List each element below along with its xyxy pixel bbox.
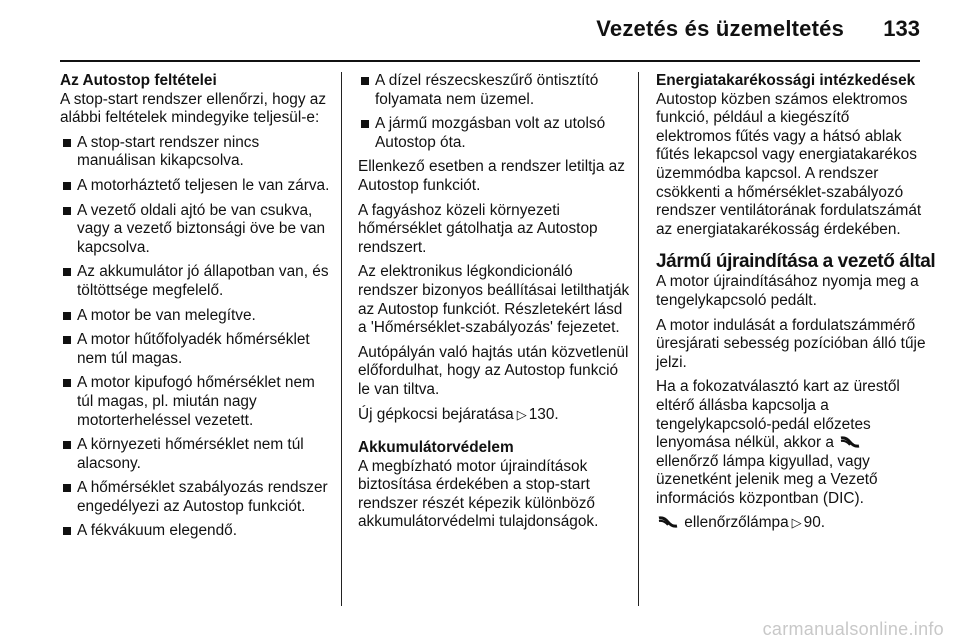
conditions-list-continued: [358, 72, 630, 152]
list-item: A motorháztető teljesen le van zárva.: [60, 177, 332, 196]
bullet-square-icon: [63, 268, 71, 276]
column-2: [358, 72, 630, 532]
autostop-lamp-icon: [840, 436, 860, 448]
paragraph: A motor újraindításához nyomja meg a tengelykapcsoló pedált.: [656, 273, 919, 309]
list-item: A motor kipufogó hőmérséklet nem túl magas, pl. miután nagy motorterheléssel vezetett.: [60, 374, 332, 430]
section-heading-energy-saving: Energiatakarékossági intézkedések: [656, 72, 916, 89]
header-divider: [60, 60, 920, 62]
list-item: A jármű mozgásban volt az utolsó Autostop óta.: [358, 115, 630, 152]
triangle-right-icon: ▷: [516, 406, 527, 422]
paragraph: Autópályán való hajtás után közvetlenül előfordulhat, hogy az Autostop funkció le van tiltva.: [358, 343, 629, 398]
list-item: A hőmérséklet szabályozás rendszer engedélyezi az Autostop funkciót.: [60, 479, 332, 516]
paragraph: Ellenkező esetben a rendszer letiltja az Autostop funkciót.: [358, 158, 625, 194]
lamp-reference-paragraph: ellenőrzőlámpa ▷ 90.: [656, 514, 928, 533]
column-divider: [341, 72, 342, 606]
bullet-square-icon: [63, 182, 71, 190]
bullet-square-icon: [63, 336, 71, 344]
list-item: A stop-start rendszer nincs manuálisan kikapcsolva.: [60, 134, 332, 171]
list-item: A vezető oldali ajtó be van csukva, vagy a vezető biztonsági öve be van kapcsolva.: [60, 202, 332, 258]
conditions-list: [60, 134, 332, 541]
paragraph: A motor indulását a fordulatszámmérő üresjárati sebesség pozícióban álló tűje jelzi.: [656, 316, 926, 371]
bullet-square-icon: [63, 207, 71, 215]
paragraph: A megbízható motor újraindítások biztosítása érdekében a stop-start rendszer részét képezik különböző akkumulátorvédelmi tulajdonságok.: [358, 457, 599, 531]
paragraph: Az elektronikus légkondicionáló rendszer bizonyos beállításai letilthatják az Autostop funkciót. Részletekért lásd a 'Hőmérséklet-szabályozás' fejezetet.: [358, 263, 630, 337]
list-item: Az akkumulátor jó állapotban van, és töltöttsége megfelelő.: [60, 263, 332, 300]
column-divider: [638, 72, 639, 606]
bullet-square-icon: [361, 77, 369, 85]
section-heading-autostop-conditions: Az Autostop feltételei: [60, 72, 217, 89]
watermark: carmanualsonline.info: [762, 619, 944, 639]
paragraph: Autostop közben számos elektromos funkció, például a kiegészítő elektromos fűtés vagy a hátsó ablak fűtés lekapcsol vagy energiatakarékos üzemmódba kapcsol. A rendszer csökkenti a hőmérséklet-szabályozó rendszer ventilátorának fordulatszámát az energiatakarékosság érdekében.: [656, 90, 922, 238]
list-item: A dízel részecskeszűrő öntisztító folyamata nem üzemel.: [358, 72, 630, 109]
paragraph-with-lamp: Ha a fokozatválasztó kart az ürestől eltérő állásba kapcsolja a tengelykapcsoló-pedál előzetes lenyomása nélkül, akkor a ellenőrző lámpa kigyullad, vagy üzenetként jelenik meg a Vezető információs központban (DIC).: [656, 378, 900, 507]
cross-reference-paragraph: Új gépkocsi bejáratása ▷ 130.: [358, 405, 559, 423]
section-heading-driver-restart: Jármű újraindítása a vezető által: [656, 251, 936, 273]
column-3: [656, 72, 936, 533]
list-item: A környezeti hőmérséklet nem túl alacsony.: [60, 436, 332, 473]
bullet-square-icon: [63, 527, 71, 535]
page-header-title: Vezetés és üzemeltetés: [596, 16, 844, 41]
bullet-square-icon: [63, 484, 71, 492]
triangle-right-icon: ▷: [791, 515, 802, 531]
page-number: 133: [883, 16, 920, 41]
page-reference-link[interactable]: 130.: [528, 405, 559, 423]
intro-paragraph: A stop-start rendszer ellenőrzi, hogy az alábbi feltételek mindegyike teljesül-e:: [60, 90, 327, 127]
bullet-square-icon: [63, 312, 71, 320]
page-reference-link[interactable]: 90.: [803, 514, 826, 532]
autostop-lamp-icon: [658, 516, 678, 528]
bullet-square-icon: [361, 120, 369, 128]
bullet-square-icon: [63, 379, 71, 387]
column-1: [60, 72, 332, 541]
list-item: A fékvákuum elegendő.: [60, 522, 332, 541]
section-heading-battery-protection: Akkumulátorvédelem: [358, 439, 514, 457]
list-item: A motor be van melegítve.: [60, 307, 332, 326]
bullet-square-icon: [63, 139, 71, 147]
bullet-square-icon: [63, 441, 71, 449]
list-item: A motor hűtőfolyadék hőmérséklet nem túl magas.: [60, 331, 332, 368]
paragraph: A fagyáshoz közeli környezeti hőmérséklet gátolhatja az Autostop rendszert.: [358, 201, 598, 256]
